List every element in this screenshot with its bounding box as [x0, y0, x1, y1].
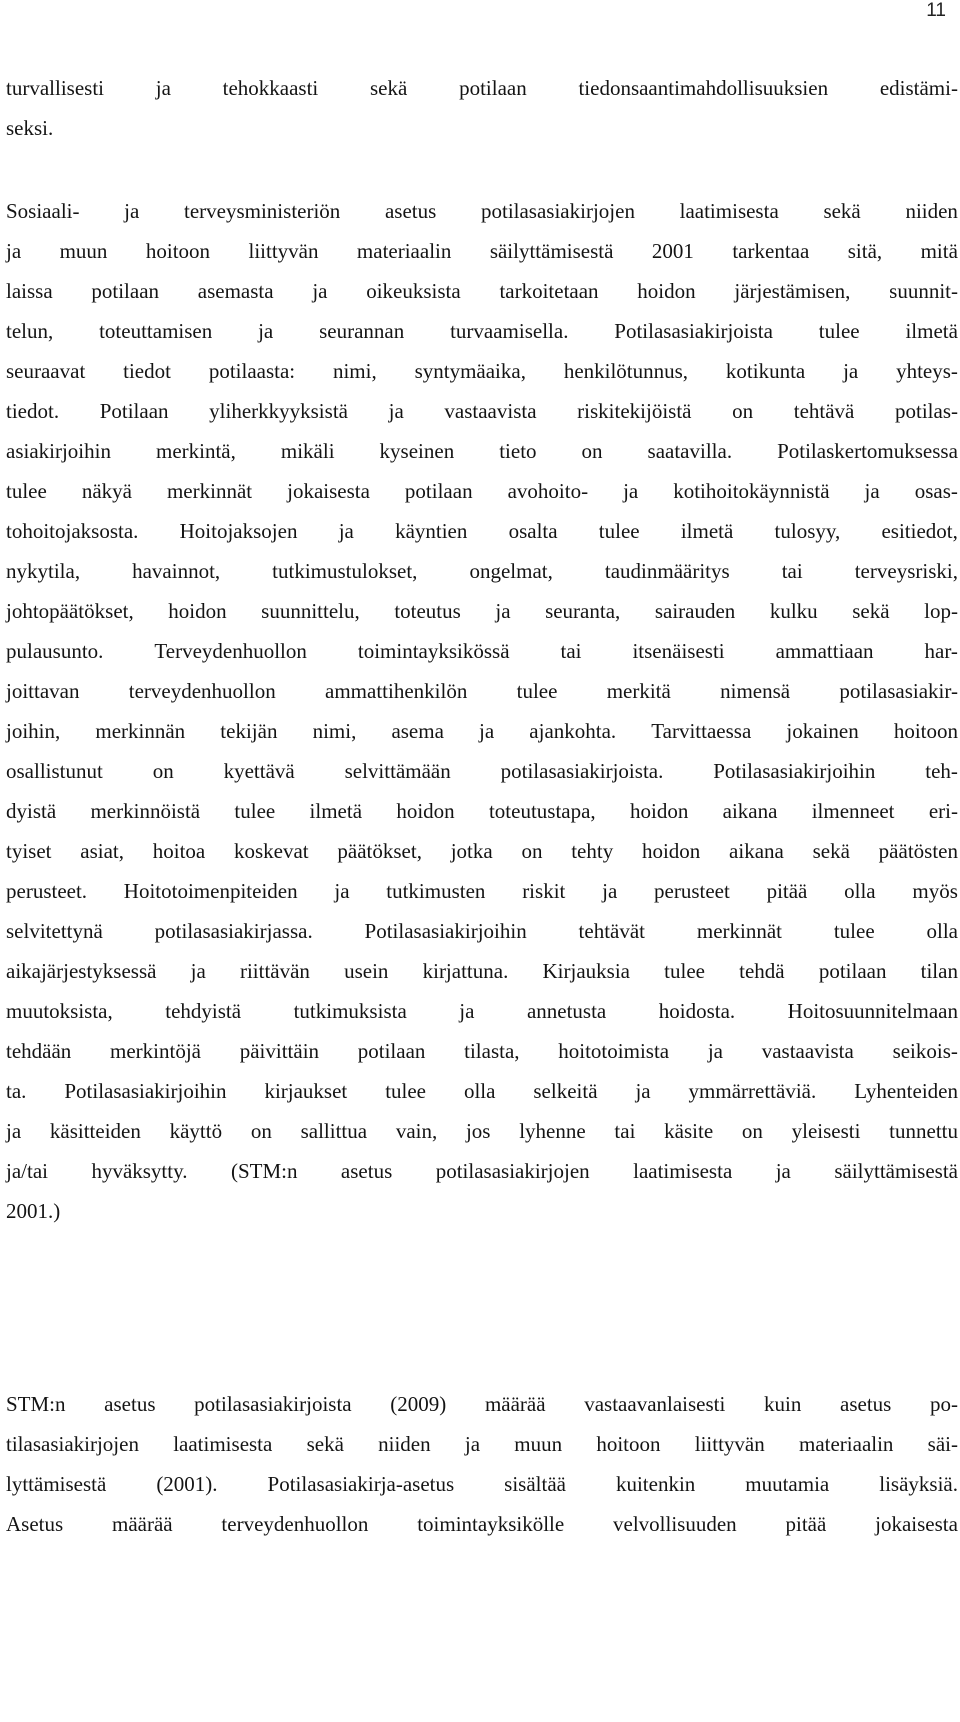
text-line: tilasasiakirjojen laatimisesta sekä niiden ja muun hoitoon liittyvän materiaalin säi- [6, 1432, 958, 1456]
page-number: 11 [926, 0, 946, 21]
text-line: dyistä merkinnöistä tulee ilmetä hoidon toteutustapa, hoidon aikana ilmenneet eri- [6, 799, 958, 823]
text-line: laissa potilaan asemasta ja oikeuksista tarkoitetaan hoidon järjestämisen, suunnit- [6, 279, 958, 303]
paragraph-1 [6, 68, 958, 148]
text-line: seksi. [6, 116, 54, 140]
text-line: aikajärjestyksessä ja riittävän usein kirjattuna. Kirjauksia tulee tehdä potilaan tilan [6, 959, 958, 983]
text-line: joittavan terveydenhuollon ammattihenkilön tulee merkitä nimensä potilasasiakir- [6, 679, 958, 703]
text-line: selvitettynä potilasasiakirjassa. Potilasasiakirjoihin tehtävät merkinnät tulee olla [6, 919, 958, 943]
text-line: tiedot. Potilaan yliherkkyyksistä ja vastaavista riskitekijöistä on tehtävä potilas- [6, 399, 958, 423]
text-line: osallistunut on kyettävä selvittämään potilasasiakirjoista. Potilasasiakirjoihin teh- [6, 759, 958, 783]
text-line: Asetus määrää terveydenhuollon toimintayksikölle velvollisuuden pitää jokaisesta [6, 1512, 958, 1536]
text-line: nykytila, havainnot, tutkimustulokset, ongelmat, taudinmääritys tai terveysriski, [6, 559, 958, 583]
text-line: seuraavat tiedot potilaasta: nimi, syntymäaika, henkilötunnus, kotikunta ja yhteys- [6, 359, 958, 383]
text-line: ja/tai hyväksytty. (STM:n asetus potilasasiakirjojen laatimisesta ja säilyttämisestä [6, 1159, 958, 1183]
text-line: johtopäätökset, hoidon suunnittelu, toteutus ja seuranta, sairauden kulku sekä lop- [6, 599, 958, 623]
text-line: tehdään merkintöjä päivittäin potilaan tilasta, hoitotoimista ja vastaavista seikois- [6, 1039, 958, 1063]
text-line: pulausunto. Terveydenhuollon toimintayksikössä tai itsenäisesti ammattiaan har- [6, 639, 958, 663]
text-line: muutoksista, tehdyistä tutkimuksista ja annetusta hoidosta. Hoitosuunnitelmaan [6, 999, 958, 1023]
text-line: tulee näkyä merkinnät jokaisesta potilaan avohoito- ja kotihoitokäynnistä ja osas- [6, 479, 958, 503]
text-line: ja muun hoitoon liittyvän materiaalin säilyttämisestä 2001 tarkentaa sitä, mitä [6, 239, 958, 263]
text-line: STM:n asetus potilasasiakirjoista (2009) määrää vastaavanlaisesti kuin asetus po- [6, 1392, 958, 1416]
text-line: telun, toteuttamisen ja seurannan turvaamisella. Potilasasiakirjoista tulee ilmetä [6, 319, 958, 343]
text-line: 2001.) [6, 1199, 61, 1223]
text-line: joihin, merkinnän tekijän nimi, asema ja ajankohta. Tarvittaessa jokainen hoitoon [6, 719, 958, 743]
text-line: turvallisesti ja tehokkaasti sekä potilaan tiedonsaantimahdollisuuksien edistämi- [6, 76, 958, 100]
text-line: tohoitojaksosta. Hoitojaksojen ja käyntien osalta tulee ilmetä tulosyy, esitiedot, [6, 519, 958, 543]
text-line: lyttämisestä (2001). Potilasasiakirja-asetus sisältää kuitenkin muutamia lisäyksiä. [6, 1472, 958, 1496]
paragraph-2 [6, 191, 958, 1231]
text-line: ja käsitteiden käyttö on sallittua vain, jos lyhenne tai käsite on yleisesti tunnettu [6, 1119, 958, 1143]
text-line: asiakirjoihin merkintä, mikäli kyseinen tieto on saatavilla. Potilaskertomuksessa [6, 439, 958, 463]
text-line: Sosiaali- ja terveysministeriön asetus potilasasiakirjojen laatimisesta sekä niiden [6, 199, 958, 223]
text-line: ta. Potilasasiakirjoihin kirjaukset tulee olla selkeitä ja ymmärrettäviä. Lyhenteiden [6, 1079, 958, 1103]
text-line: tyiset asiat, hoitoa koskevat päätökset, jotka on tehty hoidon aikana sekä päätösten [6, 839, 958, 863]
paragraph-3 [6, 1384, 958, 1544]
text-line: perusteet. Hoitotoimenpiteiden ja tutkimusten riskit ja perusteet pitää olla myös [6, 879, 958, 903]
